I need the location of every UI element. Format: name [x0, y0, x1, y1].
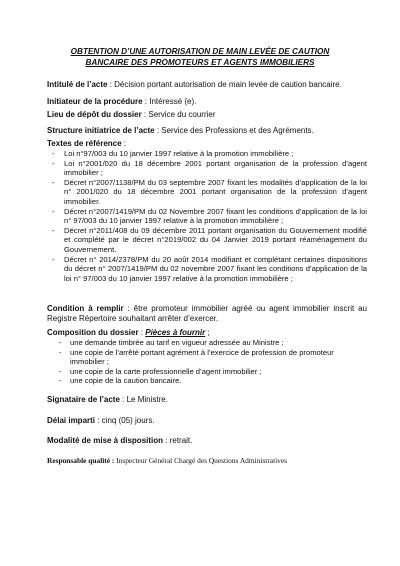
list-item: - Loi n°2001/020 du 18 décembre 2001 portant organisation de la profession d’agent immobilier ;	[47, 159, 367, 178]
composition-sep: :	[138, 328, 146, 337]
delai-value: : cinq (05) jours.	[95, 416, 155, 425]
delai-label: Délai imparti	[47, 416, 96, 425]
list-item: - Décret n° 2014/2378/PM du 20 août 2014 modifiant et complétant certaines dispositions du décret n° 2007/1419/PM du 02 novembre 2007 fixant les conditions d’application de la loi n° 97/003 du 10 janvier 1997 relative à la promotion immobilière ;	[47, 255, 367, 284]
structure-section	[47, 126, 367, 136]
condition-label: Condition à remplir	[47, 304, 124, 313]
list-item: - Décret n°2007/1138/PM du 03 septembre 2007 fixant les modalités d’application de la loi n° 2001/020 du 18 décembre 2001 portant organisation de la profession d’agent immobilier.	[47, 178, 367, 207]
list-item: - une demande timbrée au tarif en vigueur adressée au Ministre ;	[47, 338, 367, 348]
title-line-2: BANCAIRE DES PROMOTEURS ET AGENTS IMMOBILIERS	[85, 58, 315, 67]
title-line-1: OBTENTION D’UNE AUTORISATION DE MAIN LEVÉE DE CAUTION	[70, 47, 330, 56]
composition-emph: Pièces à fournir	[145, 328, 206, 337]
list-item: - Décret n°2011/408 du 09 décembre 2011 portant organisation du Gouvernement modifié et complété par le décret n°2019/002 du 04 Janvier 2019 portant réaménagement du Gouvernement.	[47, 226, 367, 255]
document-title	[40, 46, 360, 68]
lieu-label: Lieu de dépôt du dossier	[47, 110, 142, 119]
initiateur-value: : Intéressé (e).	[142, 97, 197, 106]
signataire-label: Signataire de l’acte	[47, 395, 120, 404]
textes-list	[47, 149, 367, 283]
intitule-label: Intitulé de l’acte	[47, 80, 108, 89]
list-item: - une copie de la caution bancaire.	[47, 376, 367, 386]
lieu-value: : Service du courrier	[141, 110, 216, 119]
lieu-section	[47, 110, 367, 120]
initiateur-section	[47, 97, 367, 107]
composition-suffix: ;	[205, 328, 210, 337]
textes-label: Textes de référence	[47, 139, 122, 148]
composition-list	[47, 338, 367, 386]
composition-section	[47, 328, 367, 386]
list-item: - Décret n°2007/1419/PM du 02 Novembre 2007 fixant les conditions d’application de la loi n° 97/003 du 10 janvier 1997 relative à la promotion immobilière ;	[47, 207, 367, 226]
list-item: - une copie de l’arrêté portant agrément à l’exercice de profession de promoteur immobilier ;	[47, 348, 367, 367]
condition-section	[47, 304, 367, 324]
list-item: - une copie de la carte professionnelle d’agent immobilier ;	[47, 367, 367, 377]
delai-section	[47, 416, 367, 426]
modalite-value: : retrait.	[163, 436, 193, 445]
structure-value: : Service des Professions et des Agréments.	[154, 126, 314, 135]
structure-label: Structure initiatrice de l’acte	[47, 126, 155, 135]
responsable-section	[47, 456, 367, 466]
intitule-value: : Décision portant autorisation de main levée de caution bancaire.	[107, 80, 342, 89]
textes-suffix: :	[121, 139, 127, 148]
signataire-value: : Le Ministre.	[119, 395, 168, 404]
modalite-section	[47, 436, 367, 446]
signataire-section	[47, 395, 367, 405]
textes-section	[47, 139, 367, 283]
condition-value: : être promoteur immobilier agréé ou agent immobilier inscrit au Registre Répertoire souhaitant arrêter d’exercer.	[47, 304, 367, 323]
responsable-label: Responsable qualité :	[47, 456, 115, 465]
intitule-section	[47, 80, 367, 90]
modalite-label: Modalité de mise à disposition	[47, 436, 164, 445]
responsable-value: Inspecteur Général Chargé des Questions Administratives	[114, 456, 288, 465]
initiateur-label: Initiateur de la procédure	[47, 97, 143, 106]
composition-label: Composition du dossier	[47, 328, 139, 337]
list-item: - Loi n°97/003 du 10 janvier 1997 relative à la promotion immobilière ;	[47, 149, 367, 159]
